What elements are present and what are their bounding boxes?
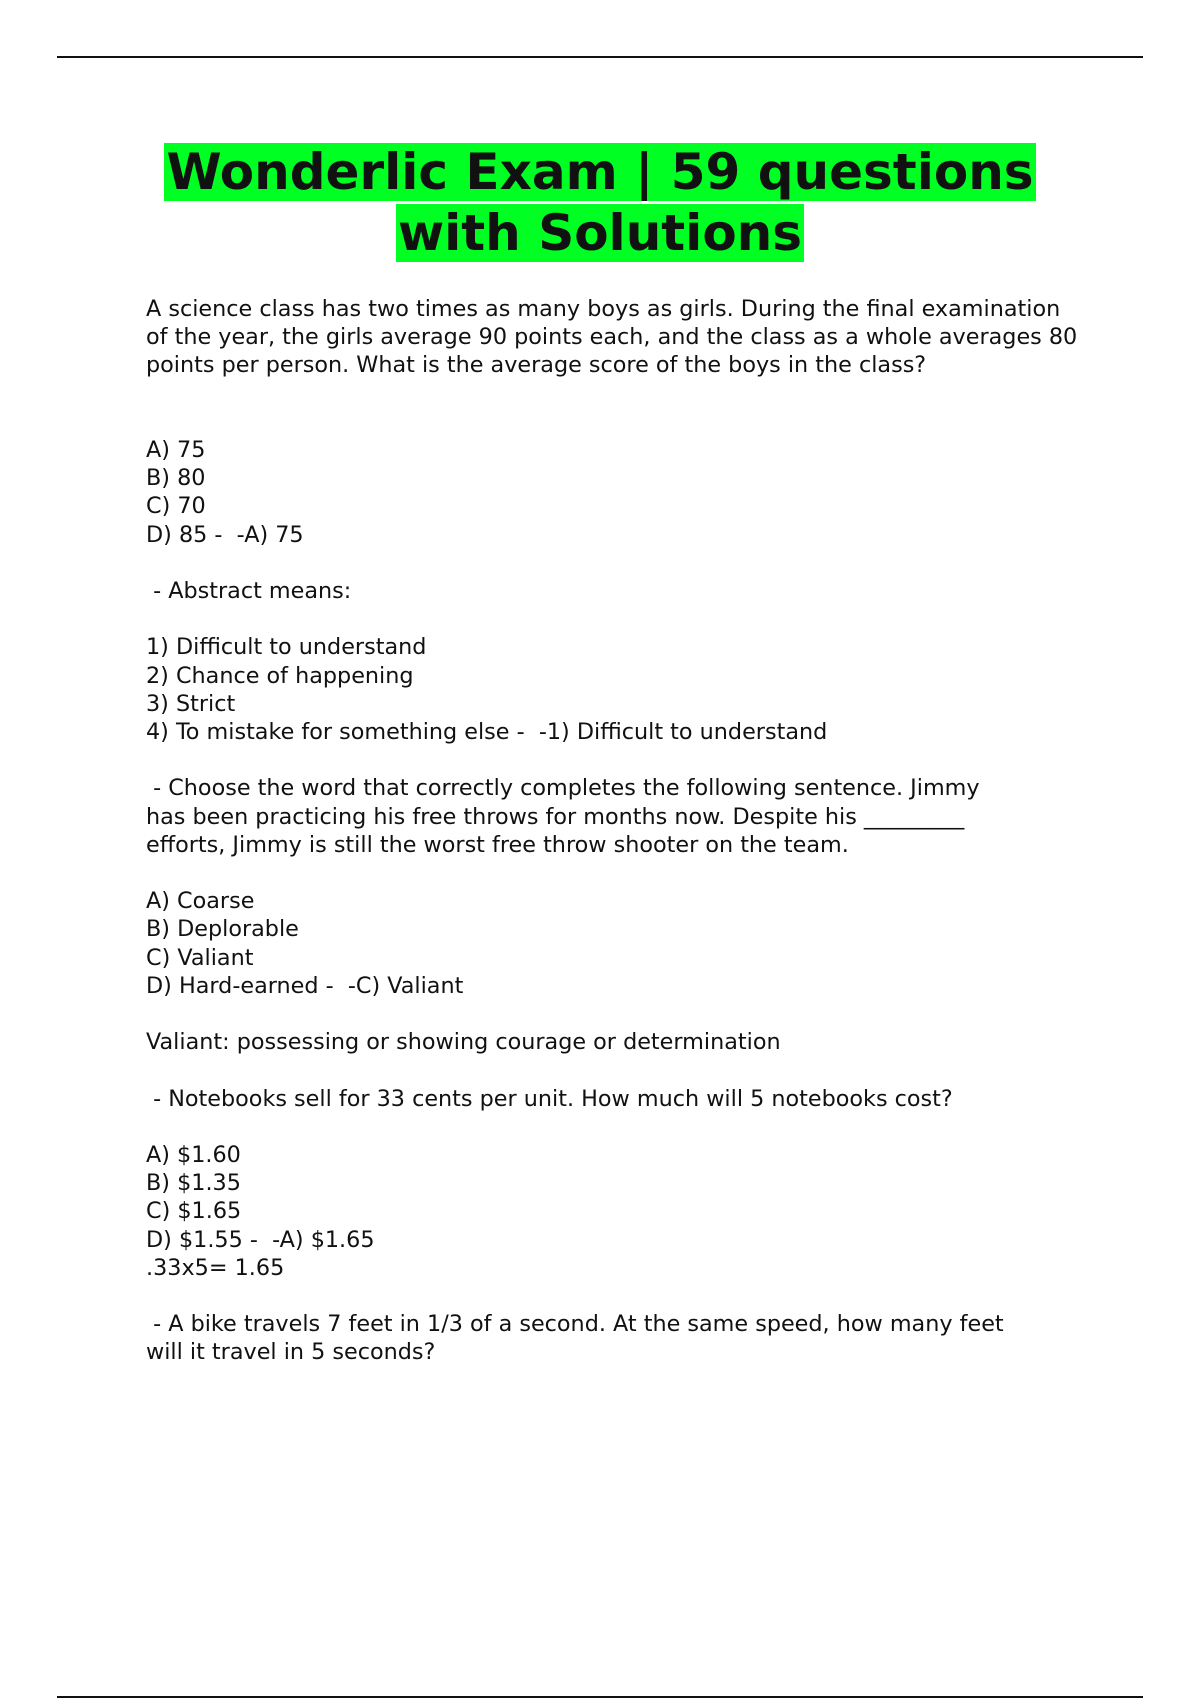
option-b: B) $1.35 <box>146 1170 241 1197</box>
option-1: 1) Difficult to understand <box>146 634 427 661</box>
option-a: A) 75 <box>146 437 206 463</box>
option-d-answer: D) $1.55 - -A) $1.65 <box>146 1226 375 1253</box>
option-a: A) $1.60 <box>146 1141 241 1168</box>
question-text-line-2: has been practicing his free throws for months now. Despite his _________ <box>146 803 965 830</box>
option-a: A) Coarse <box>146 888 255 915</box>
question-4 <box>146 1085 1086 1282</box>
option-b: B) Deplorable <box>146 916 299 943</box>
title-line-2: with Solutions <box>397 204 803 262</box>
title-line-1: Wonderlic Exam | 59 questions <box>166 143 1034 201</box>
header-rule <box>57 56 1143 58</box>
option-b: B) 80 <box>146 465 206 492</box>
question-text-line-3: efforts, Jimmy is still the worst free throw shooter on the team. <box>146 831 849 858</box>
option-4-answer: 4) To mistake for something else - -1) Difficult to understand <box>146 719 828 745</box>
document-title <box>100 142 1100 264</box>
option-d-answer: D) 85 - -A) 75 <box>146 521 304 548</box>
question-5 <box>146 1310 1086 1366</box>
option-3: 3) Strict <box>146 690 236 717</box>
option-2: 2) Chance of happening <box>146 662 414 689</box>
question-3 <box>146 774 1086 1056</box>
option-c: C) $1.65 <box>146 1198 242 1225</box>
question-text-line-1: - Choose the word that correctly completes the following sentence. Jimmy <box>146 775 980 802</box>
question-2 <box>146 577 1086 746</box>
footer-rule <box>57 1696 1143 1698</box>
question-text-line-1: - A bike travels 7 feet in 1/3 of a second. At the same speed, how many feet <box>146 1311 1004 1338</box>
document-body <box>146 295 1086 1367</box>
question-text: A science class has two times as many boys as girls. During the final examination of the year, the girls average 90 points each, and the class as a whole averages 80 points per person. What is the average score of the boys in the class? <box>146 296 1085 379</box>
question-text-line-2: will it travel in 5 seconds? <box>146 1339 436 1366</box>
option-c: C) Valiant <box>146 944 254 971</box>
answer-note: Valiant: possessing or showing courage or determination <box>146 1029 781 1056</box>
question-text: - Abstract means: <box>146 578 352 604</box>
question-text: - Notebooks sell for 33 cents per unit. How much will 5 notebooks cost? <box>146 1085 953 1112</box>
option-d-answer: D) Hard-earned - -C) Valiant <box>146 972 464 999</box>
question-1 <box>146 295 1086 549</box>
option-c: C) 70 <box>146 493 206 520</box>
worked-solution: .33x5= 1.65 <box>146 1254 285 1281</box>
